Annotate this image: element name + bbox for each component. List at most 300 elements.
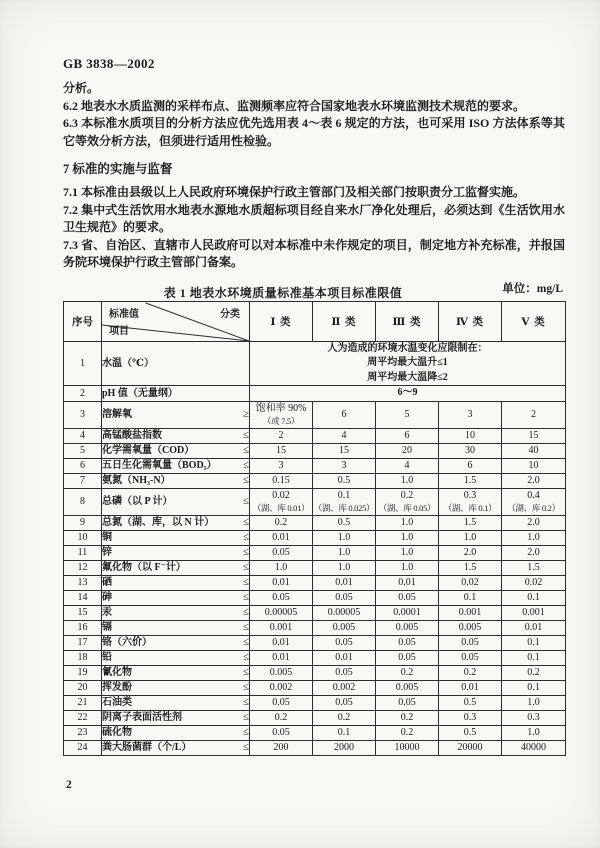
merged-value-cell: 6～9 [250, 386, 566, 402]
compare-symbol: ≤ [242, 651, 249, 663]
item-cell [102, 458, 250, 473]
value-text: 0.02 [461, 577, 479, 588]
class-header-cell: Ⅲ 类 [376, 301, 439, 341]
row-number-cell: 20 [64, 680, 102, 695]
value-cell [439, 650, 502, 665]
row-number-cell: 24 [64, 740, 102, 755]
class-header-cell: Ⅴ 类 [502, 301, 566, 341]
value-text: 1.0 [527, 697, 540, 708]
value-text: 1.5 [463, 517, 477, 528]
value-text: 10000 [394, 742, 420, 753]
value-cell [439, 560, 502, 575]
table-body [64, 341, 566, 755]
item-label: 化学需氧量（COD） [102, 445, 195, 456]
value-text: 0.3 [527, 712, 540, 723]
value-text: 0.2 [274, 517, 288, 528]
item-cell [102, 530, 250, 545]
item-cell [102, 443, 250, 458]
value-cell [313, 740, 376, 755]
value-text: 0.2 [400, 667, 414, 678]
value-cell [250, 695, 313, 710]
table-row [64, 473, 566, 488]
item-cell [102, 695, 250, 710]
value-text: 1.5 [463, 475, 477, 486]
diag-label-item: 项目 [109, 325, 129, 337]
value-cell [250, 680, 313, 695]
value-text: 0.001 [458, 607, 482, 618]
compare-symbol: ≤ [242, 459, 249, 471]
row-number-cell: 16 [64, 620, 102, 635]
value-cell [439, 680, 502, 695]
value-cell [502, 545, 566, 560]
value-text: 1.0 [400, 517, 414, 528]
value-cell [439, 530, 502, 545]
row-number-cell: 6 [64, 458, 102, 473]
value-cell [376, 530, 439, 545]
table-row [64, 488, 566, 515]
value-cell [439, 590, 502, 605]
item-cell [102, 710, 250, 725]
value-text: 0.5 [337, 517, 351, 528]
class-header-cell: Ⅳ 类 [439, 301, 502, 341]
clause-6-2: 6.2 地表水水质监测的采样布点、监测频率应符合国家地表水环境监测技术规范的要求。 [63, 98, 526, 113]
value-cell [313, 443, 376, 458]
row-number-cell: 12 [64, 560, 102, 575]
value-cell [313, 725, 376, 740]
item-cell-inner [102, 696, 249, 709]
page-number: 2 [66, 779, 72, 791]
merged-value-cell: 人为造成的环境水温变化应限制在： 周平均最大温升≤1 周平均最大温降≤2 [250, 341, 566, 386]
value-cell [376, 590, 439, 605]
value-text: 0.0001 [393, 607, 421, 618]
value-cell [376, 605, 439, 620]
value-cell [313, 650, 376, 665]
value-cell [439, 515, 502, 530]
value-cell [313, 710, 376, 725]
value-cell [313, 665, 376, 680]
item-cell [102, 473, 250, 488]
value-cell [250, 515, 313, 530]
table-row [64, 740, 566, 755]
value-cell [502, 665, 566, 680]
value-cell [376, 620, 439, 635]
item-cell-inner [102, 357, 249, 370]
value-text: 0.05 [398, 652, 416, 663]
compare-symbol: ≤ [242, 681, 249, 693]
table-row [64, 560, 566, 575]
value-text: 0.1 [527, 637, 540, 648]
row-number-cell: 21 [64, 695, 102, 710]
table-row [64, 443, 566, 458]
table-row [64, 695, 566, 710]
item-cell [102, 401, 250, 428]
item-cell-inner [102, 681, 249, 694]
row-number-cell: 11 [64, 545, 102, 560]
value-text: 15 [339, 445, 349, 456]
value-text: 4 [341, 430, 347, 441]
value-cell [376, 443, 439, 458]
item-cell [102, 740, 250, 755]
value-text: 1.5 [527, 562, 540, 573]
value-text: 40 [528, 445, 539, 456]
value-cell [313, 530, 376, 545]
item-label: 镉 [102, 622, 112, 633]
compare-symbol: ≤ [242, 591, 249, 603]
value-cell [502, 605, 566, 620]
value-cell [502, 428, 566, 443]
value-text: 6 [404, 430, 410, 441]
item-cell [102, 620, 250, 635]
row-number-cell: 23 [64, 725, 102, 740]
item-label: 水温（℃） [102, 357, 154, 369]
item-label: 汞 [102, 607, 112, 618]
value-text: 1.0 [527, 532, 540, 543]
table-row [64, 635, 566, 650]
row-number-cell: 2 [64, 386, 102, 402]
value-text: 1.0 [463, 532, 477, 543]
value-subnote: （湖、库 0.1） [443, 502, 497, 513]
compare-symbol: ≤ [242, 666, 249, 678]
item-label: 氰化物 [102, 667, 132, 678]
value-cell [439, 665, 502, 680]
value-cell [250, 575, 313, 590]
table-row [64, 620, 566, 635]
compare-symbol: ≤ [242, 741, 249, 753]
item-label: 氟化物（以 F⁻计） [102, 562, 186, 573]
value-text: 0.01 [272, 532, 290, 543]
value-text: 0.05 [335, 637, 353, 648]
item-cell-inner [102, 741, 249, 754]
value-cell [376, 740, 439, 755]
value-text: 3 [278, 460, 284, 471]
value-text: 0.00005 [327, 607, 361, 618]
value-text: 0.05 [272, 592, 290, 603]
value-text: 0.2 [400, 727, 414, 738]
item-label: 硫化物 [102, 727, 132, 738]
value-text: 0.01 [272, 577, 290, 588]
item-cell-inner [102, 651, 249, 664]
value-cell [502, 710, 566, 725]
value-cell [250, 488, 313, 515]
value-text: 3 [467, 409, 473, 420]
item-cell-inner [102, 576, 249, 589]
value-text: 3 [341, 460, 347, 471]
value-cell [313, 515, 376, 530]
value-cell [502, 620, 566, 635]
value-cell [313, 473, 376, 488]
value-cell [250, 725, 313, 740]
value-cell [313, 458, 376, 473]
value-subnote: （湖、库 0.05） [378, 502, 436, 513]
item-cell [102, 665, 250, 680]
value-text: 0.3 [463, 712, 477, 723]
value-cell [502, 473, 566, 488]
item-label: 氨氮（NH₃-N） [102, 475, 171, 486]
item-cell [102, 515, 250, 530]
value-text: 0.05 [272, 727, 290, 738]
item-cell-inner [102, 711, 249, 724]
item-cell [102, 341, 250, 386]
value-text: 0.15 [272, 475, 290, 486]
value-text: 0.001 [522, 607, 545, 618]
paragraph-continuation: 分析。 [63, 81, 100, 95]
value-cell [313, 605, 376, 620]
value-text: 0.01 [524, 622, 543, 633]
value-text: 0.2 [400, 712, 414, 723]
value-text: 0.1 [527, 682, 540, 693]
item-cell-inner [102, 531, 249, 544]
table-title: 表 1 地表水环境质量标准基本项目标准限值 [163, 285, 403, 300]
value-cell [439, 473, 502, 488]
table-row [64, 575, 566, 590]
value-cell [250, 650, 313, 665]
value-cell [250, 473, 313, 488]
header-row [64, 301, 566, 341]
item-label: 高锰酸盐指数 [102, 430, 162, 441]
value-cell [502, 488, 566, 515]
value-cell [376, 545, 439, 560]
value-cell [502, 443, 566, 458]
value-text: 0.2 [400, 489, 414, 501]
value-text: 200 [273, 742, 289, 753]
value-text: 1.0 [337, 562, 351, 573]
item-cell [102, 635, 250, 650]
value-cell [376, 428, 439, 443]
value-text: 2.0 [463, 547, 477, 558]
value-text: 0.05 [272, 697, 290, 708]
value-cell [313, 575, 376, 590]
value-cell [502, 725, 566, 740]
value-text: 0.05 [335, 592, 353, 603]
value-text: 15 [276, 445, 286, 456]
item-label: 总氮（湖、库，以 N 计） [102, 517, 215, 528]
value-cell [250, 530, 313, 545]
table-row [64, 515, 566, 530]
compare-symbol: ≤ [242, 606, 249, 618]
value-text: 30 [465, 445, 475, 456]
table-row [64, 590, 566, 605]
value-cell [313, 545, 376, 560]
value-text: 0.005 [269, 667, 293, 678]
clause-6-3: 6.3 本标准水质项目的分析方法应优先选用表 4～表 6 规定的方法，也可采用 ISO 方法体系等其它等效分析方法，但须进行适用性检验。 [63, 116, 565, 148]
item-cell [102, 725, 250, 740]
compare-symbol: ≤ [242, 474, 249, 486]
value-text: 1.0 [527, 727, 540, 738]
item-label: 溶解氧 [102, 409, 132, 420]
value-cell [376, 575, 439, 590]
value-text: 0.5 [463, 727, 477, 738]
item-cell-inner [102, 621, 249, 634]
table-caption [63, 280, 565, 300]
unit-label: 单位：mg/L [502, 282, 563, 295]
value-text: 2000 [334, 742, 354, 753]
value-text: 0.05 [398, 637, 416, 648]
value-text: 6 [467, 460, 473, 471]
item-cell-inner [102, 546, 249, 559]
row-number-cell: 13 [64, 575, 102, 590]
value-cell [502, 635, 566, 650]
value-text: 1.0 [274, 562, 288, 573]
item-label: 挥发酚 [102, 682, 132, 693]
value-cell [376, 473, 439, 488]
row-number-cell: 14 [64, 590, 102, 605]
item-label: 铅 [102, 652, 112, 663]
value-text: 0.2 [463, 667, 477, 678]
value-text: 0.05 [461, 637, 479, 648]
standards-table [63, 301, 566, 756]
item-cell [102, 545, 250, 560]
item-cell-inner [102, 408, 249, 421]
value-cell [439, 620, 502, 635]
value-cell [439, 695, 502, 710]
compare-symbol: ≤ [242, 444, 249, 456]
clause-7-3: 7.3 省、自治区、直辖市人民政府可以对本标准中未作规定的项目，制定地方补充标准，并报国务院环境保护行政主管部门备案。 [63, 237, 565, 269]
value-cell [439, 545, 502, 560]
value-cell [376, 650, 439, 665]
value-text: 0.01 [461, 682, 479, 693]
value-text: 5 [404, 409, 410, 420]
compare-symbol: ≤ [242, 531, 249, 543]
item-cell [102, 575, 250, 590]
value-cell [250, 740, 313, 755]
class-header-cell: Ⅱ 类 [313, 301, 376, 341]
item-cell [102, 680, 250, 695]
compare-symbol: ≤ [242, 621, 249, 633]
value-cell [439, 428, 502, 443]
value-cell [250, 545, 313, 560]
value-subnote: （湖、库 0.2） [507, 502, 560, 513]
value-text: 10 [528, 460, 539, 471]
value-cell [502, 530, 566, 545]
value-cell [313, 680, 376, 695]
value-text: 20000 [457, 742, 483, 753]
value-cell [502, 401, 566, 428]
value-text: 0.02 [272, 489, 290, 501]
value-text: 0.1 [527, 592, 540, 603]
item-cell-inner [102, 474, 249, 487]
value-cell [250, 620, 313, 635]
value-text: 0.05 [335, 697, 353, 708]
compare-symbol: ≤ [242, 696, 249, 708]
row-number-cell: 19 [64, 665, 102, 680]
compare-symbol: ≤ [242, 711, 249, 723]
value-cell [250, 443, 313, 458]
compare-symbol: ≤ [242, 429, 249, 441]
table-row [64, 458, 566, 473]
value-text: 0.1 [337, 727, 351, 738]
value-cell [313, 428, 376, 443]
item-label: 铜 [102, 532, 112, 543]
value-subnote: （湖、库 0.025） [313, 502, 375, 513]
item-cell [102, 386, 250, 402]
row-number-cell: 1 [64, 341, 102, 386]
value-cell [376, 401, 439, 428]
value-cell [250, 560, 313, 575]
item-label: 石油类 [102, 697, 132, 708]
value-text: 4 [404, 460, 410, 471]
value-text: 0.00005 [264, 607, 298, 618]
item-cell-inner [102, 606, 249, 619]
compare-symbol: ≤ [242, 546, 249, 558]
value-cell [250, 710, 313, 725]
row-number-cell: 18 [64, 650, 102, 665]
value-text: 1.0 [400, 532, 414, 543]
class-header-cell: Ⅰ 类 [250, 301, 313, 341]
value-cell [250, 401, 313, 428]
value-text: 0.05 [272, 547, 290, 558]
value-text: 0.3 [463, 489, 477, 501]
value-text: 20 [402, 445, 412, 456]
diag-label-class: 分类 [220, 308, 240, 320]
table-row [64, 665, 566, 680]
item-cell-inner [102, 591, 249, 604]
item-label: 五日生化需氧量（BOD₅） [102, 460, 217, 471]
table-row [64, 725, 566, 740]
item-cell-inner [102, 429, 249, 442]
value-text: 1.0 [400, 475, 414, 486]
value-text: 15 [528, 430, 539, 441]
clause-7-2: 7.2 集中式生活饮用水地表水源地水质超标项目经自来水厂净化处理后，必须达到《生活饮用水卫生规范》的要求。 [63, 202, 565, 234]
value-text: 0.05 [461, 652, 479, 663]
value-cell [439, 635, 502, 650]
diag-label-standard-value: 标准值 [109, 308, 139, 320]
item-cell-inner [102, 516, 249, 529]
value-cell [439, 443, 502, 458]
value-cell [502, 740, 566, 755]
value-text: 0.05 [335, 667, 353, 678]
row-number-cell: 22 [64, 710, 102, 725]
item-label: 锌 [102, 547, 112, 558]
doc-code: GB 3838—2002 [63, 56, 155, 71]
value-text: 0.2 [274, 712, 288, 723]
value-cell [376, 665, 439, 680]
item-cell-inner [102, 495, 249, 508]
table-row [64, 386, 566, 402]
value-text: 0.2 [337, 712, 351, 723]
value-text: 0.2 [527, 667, 540, 678]
value-text: 40000 [521, 742, 546, 753]
item-cell-inner [102, 387, 249, 400]
value-text: 1.0 [400, 547, 414, 558]
value-text: 1.0 [337, 532, 351, 543]
value-cell [439, 740, 502, 755]
row-number-cell: 7 [64, 473, 102, 488]
row-number-cell: 8 [64, 488, 102, 515]
value-text: 0.005 [458, 622, 482, 633]
compare-symbol: ≤ [242, 495, 249, 507]
value-text: 0.5 [337, 475, 351, 486]
compare-symbol: ≤ [242, 636, 249, 648]
item-cell-inner [102, 459, 249, 472]
compare-symbol: ≤ [242, 726, 249, 738]
item-cell-inner [102, 636, 249, 649]
value-text: 0.01 [272, 637, 290, 648]
item-label: 粪大肠菌群（个/L） [102, 742, 192, 753]
value-cell [502, 560, 566, 575]
value-cell [313, 635, 376, 650]
item-cell-inner [102, 561, 249, 574]
value-text: 0.01 [335, 577, 353, 588]
value-cell [502, 650, 566, 665]
value-text: 0.005 [395, 622, 419, 633]
value-text: 0.05 [398, 592, 416, 603]
value-text: 2.0 [527, 547, 540, 558]
value-cell [502, 515, 566, 530]
value-cell [376, 710, 439, 725]
value-cell [250, 605, 313, 620]
value-cell [376, 635, 439, 650]
diagonal-header-cell [102, 301, 250, 341]
